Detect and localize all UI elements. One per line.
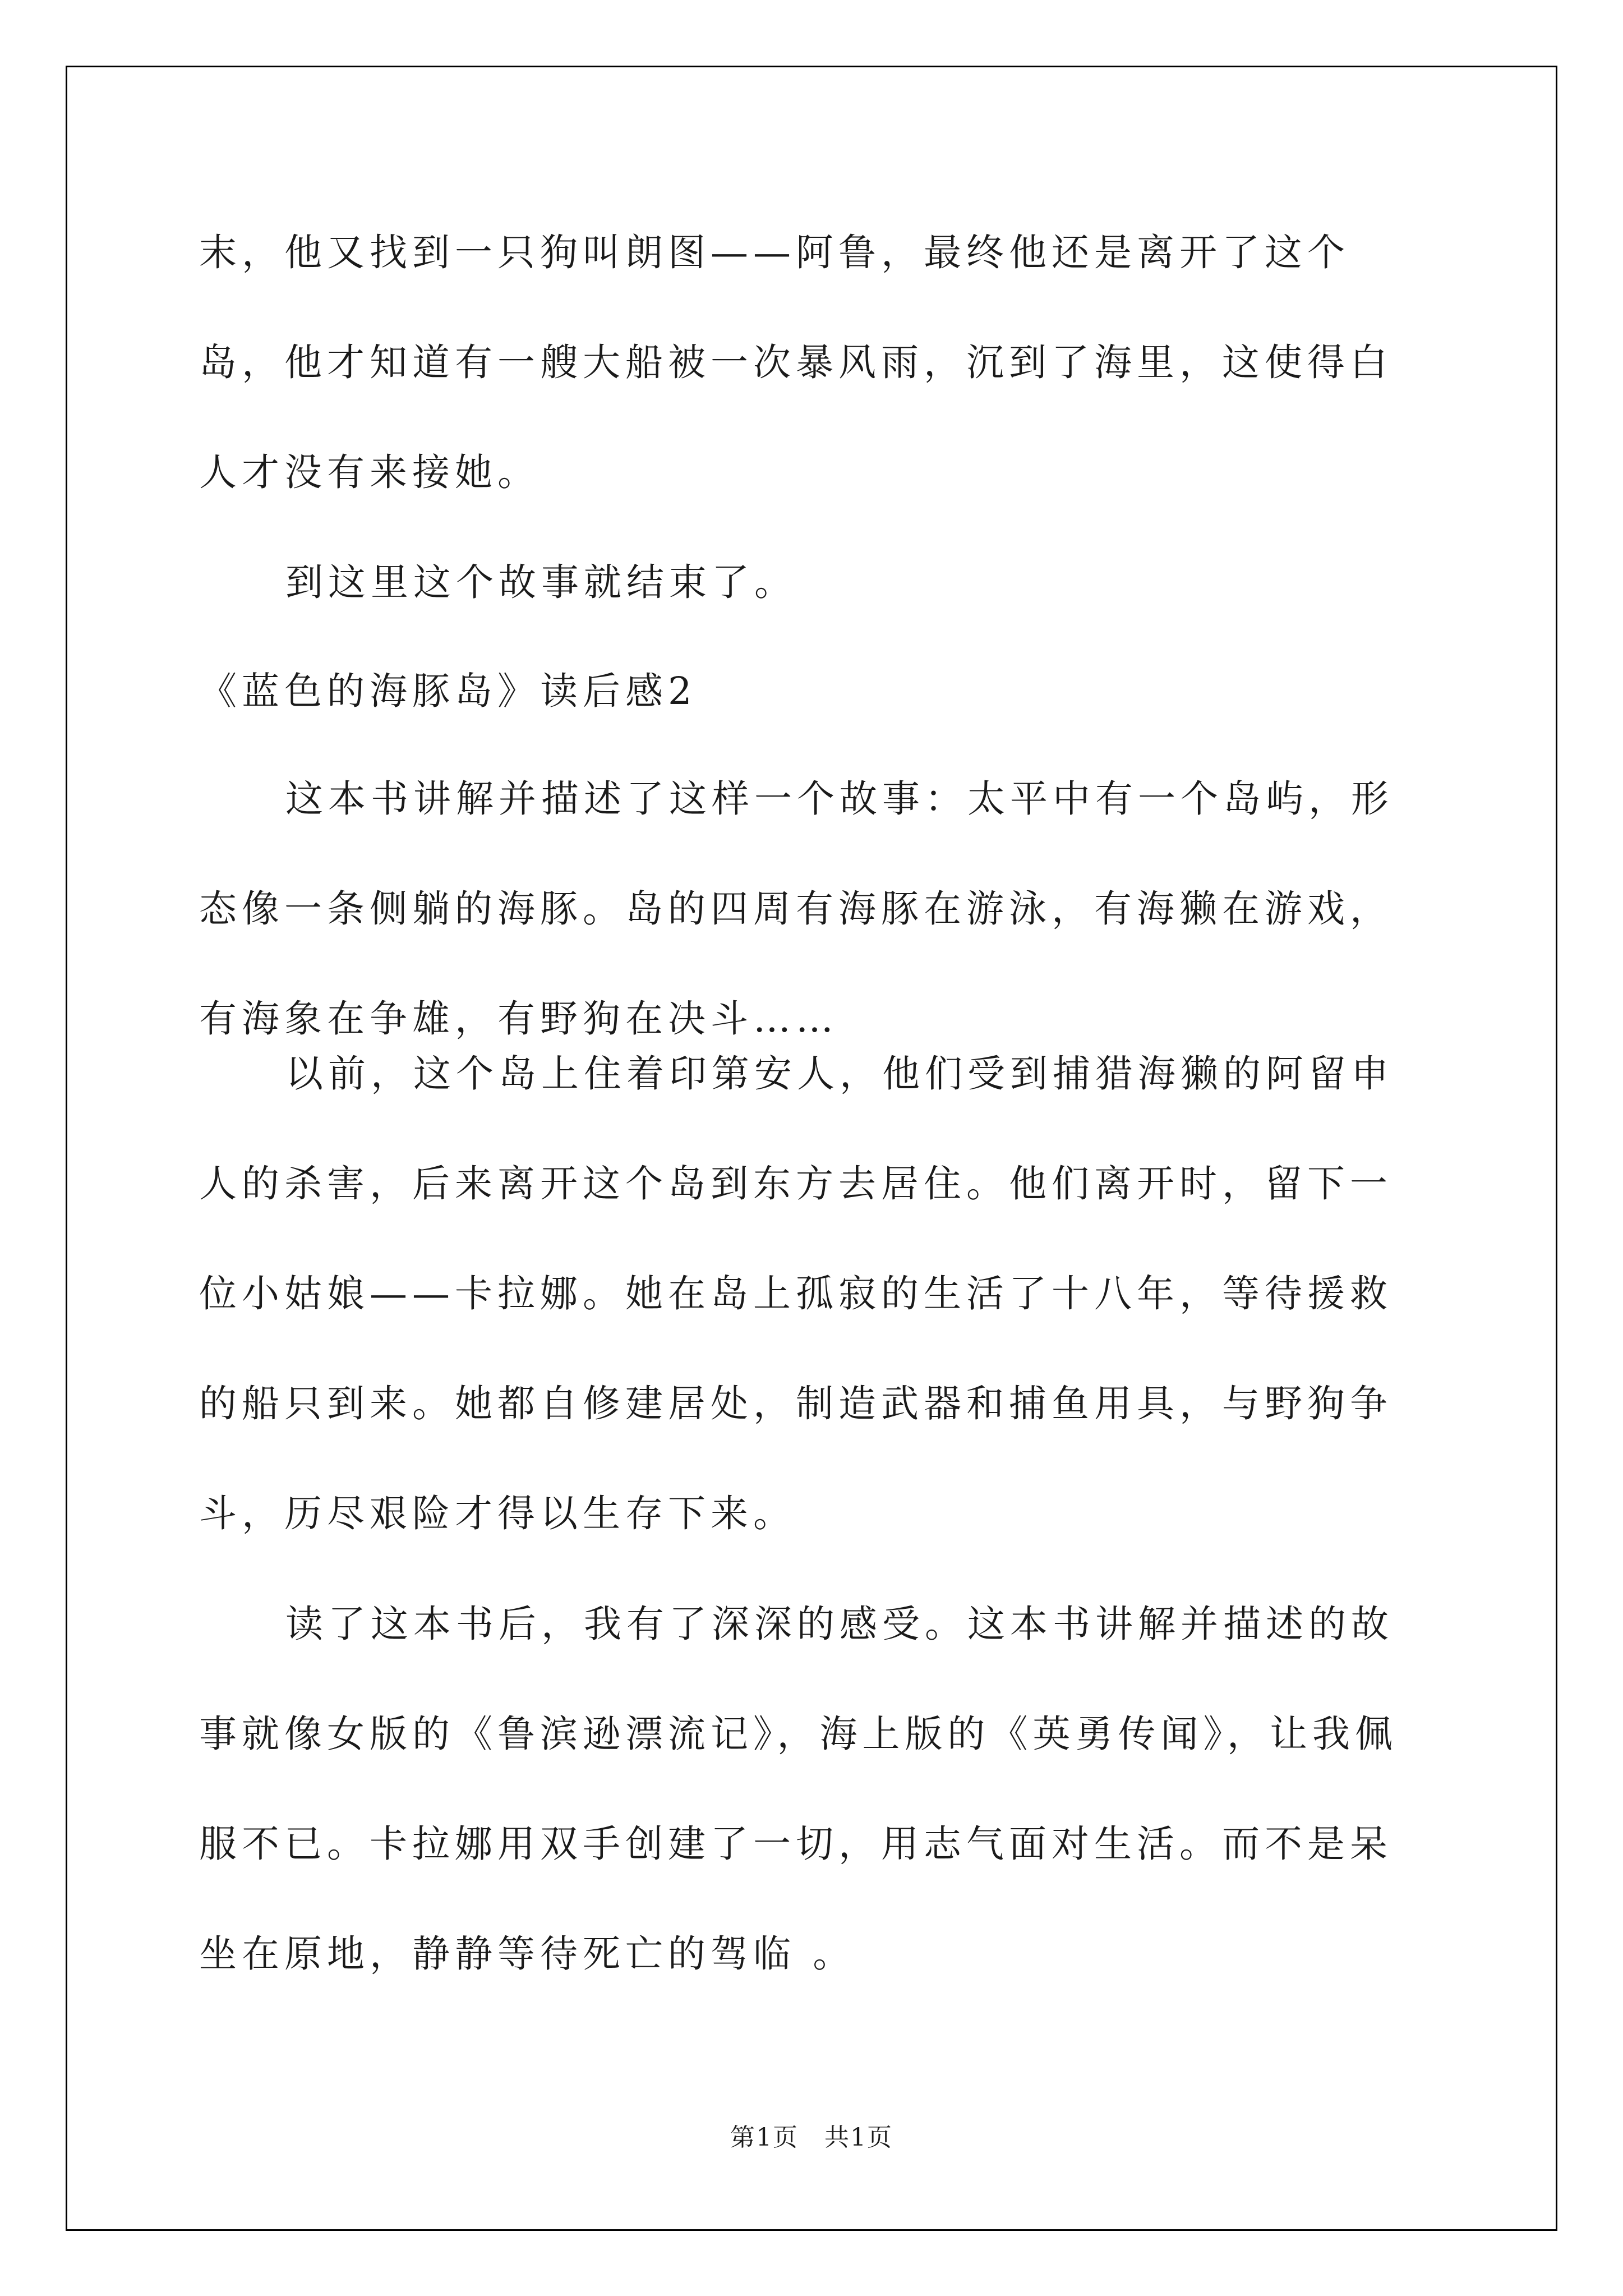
paragraph-story-end: 到这里这个故事就结束了。 xyxy=(285,560,797,604)
section-heading: 《蓝色的海豚岛》读后感2 xyxy=(199,669,697,713)
paragraph-continued: 末，他又找到一只狗叫朗图——阿鲁，最终他还是离开了这个岛，他才知道有一艘大船被一次暴风雨，沉到了海里，这使得白人才没有来接她。 xyxy=(199,231,1393,494)
paragraph-summary: 这本书讲解并描述了这样一个故事：太平中有一个岛屿，形态像一条侧躺的海豚。岛的四周有海豚在游泳，有海獭在游戏，有海象在争雄，有野狗在决斗…… xyxy=(199,777,1394,1041)
paragraph-reflection: 读了这本书后，我有了深深的感受。这本书讲解并描述的故事就像女版的《鲁滨逊漂流记》，海上版的《英勇传闻》，让我佩服不已。卡拉娜用双手创建了一切，用志气面对生活。而不是呆坐在原地，静静等待死亡的驾临 。 xyxy=(199,1602,1398,1976)
page-footer: 第1页 共1页 xyxy=(730,2123,893,2152)
paragraph-background: 以前，这个岛上住着印第安人，他们受到捕猎海獭的阿留申人的杀害，后来离开这个岛到东方去居住。他们离开时，留下一位小姑娘——卡拉娜。她在岛上孤寂的生活了十八年，等待援救的船只到来。她都自修建居处，制造武器和捕鱼用具，与野狗争斗，历尽艰险才得以生存下来。 xyxy=(199,1052,1394,1535)
